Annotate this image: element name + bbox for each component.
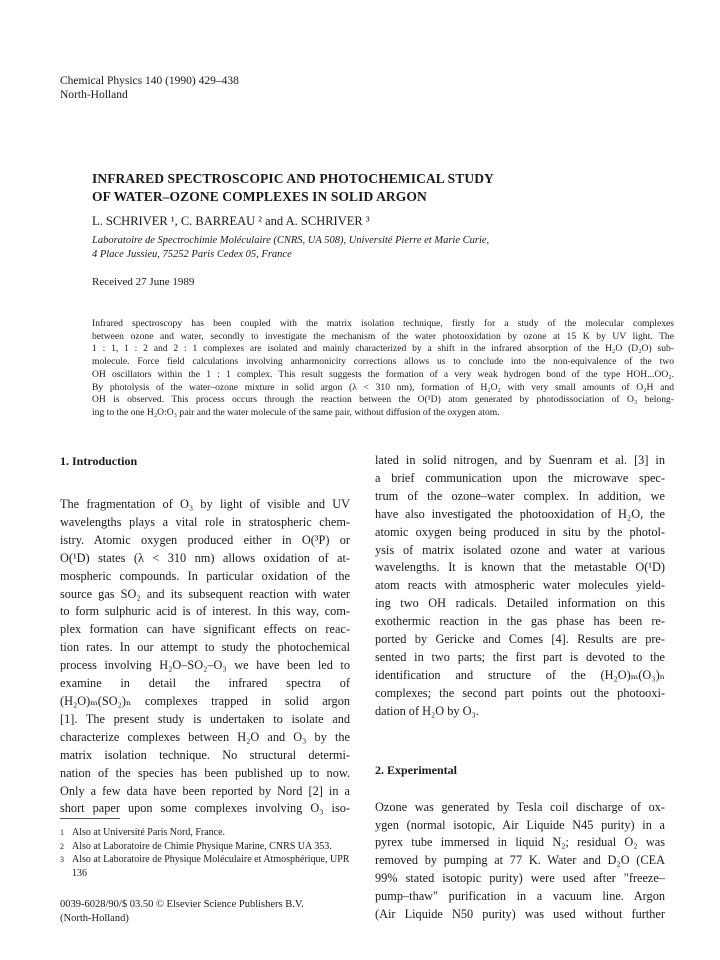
footnote-text: Also at Laboratoire de Chimie Physique Marine, CNRS UA 353. (72, 840, 332, 852)
body-line: ported by Gericke and Comes [4]. Results are pre- (375, 632, 665, 647)
body-line: istry. Atomic oxygen produced either in O(³P) or (60, 532, 350, 547)
author-list: L. SCHRIVER ¹, C. BARREAU ² and A. SCHRIVER ³ (92, 214, 370, 228)
abstract-line: By photolysis of the water–ozone mixture in solid argon (λ < 310 nm), formation of H₂O₂ with very small amounts of O₂H and (92, 381, 674, 393)
journal-citation: Chemical Physics 140 (1990) 429–438 (60, 75, 239, 87)
body-line: wavelengths plays a vital role in stratospheric chem- (60, 514, 350, 529)
body-line: ysis of matrix isolated ozone and water at various (375, 542, 665, 557)
body-line: exothermic reaction in the gas phase has been re- (375, 614, 665, 629)
body-line: atomic oxygen being produced in situ by the photol- (375, 524, 665, 539)
body-line: Ozone was generated by Tesla coil discharge of ox- (375, 799, 665, 814)
body-line: mospheric compounds. In particular oxidation of the (60, 568, 350, 583)
imprint-line: (North-Holland) (60, 913, 129, 924)
body-line: removed by pumping at 77 K. Water and D₂O (CEA (375, 853, 665, 868)
body-line: short paper upon some complexes involving O₃ iso- (60, 801, 350, 816)
publisher-imprint (60, 898, 304, 926)
affiliation-line: Laboratoire de Spectrochimie Moléculaire (CNRS, UA 508), Université Pierre et Marie Curie, (92, 235, 490, 246)
affiliation-line: 4 Place Jussieu, 75252 Paris Cedex 05, France (92, 249, 292, 260)
right-column (375, 452, 665, 924)
body-line: Only a few data have been reported by Nord [2] in a (60, 783, 350, 798)
body-line: examine in detail the infrared spectra of (60, 676, 350, 691)
journal-publisher: North-Holland (60, 89, 128, 101)
body-line: ing two OH radicals. Detailed information on this (375, 596, 665, 611)
abstract (92, 318, 674, 420)
footnote-mark: 2 (60, 841, 64, 851)
body-line: matrix isolation technique. No structural determi- (60, 747, 350, 762)
body-line: (Air Liquide N50 purity) was used without further (375, 907, 665, 922)
abstract-line: molecule. Force field calculations involving anharmonicity corrections allows us to conclude into the non-equivalence of the two (92, 356, 674, 368)
body-line: have also investigated the photooxidation of H₂O, the (375, 506, 665, 521)
section-heading-experimental: 2. Experimental (375, 762, 457, 777)
body-line: pump–thaw" purification in a vacuum line. Argon (375, 889, 665, 904)
body-line: nation of the species has been published up to now. (60, 765, 350, 780)
section-heading-introduction: 1. Introduction (60, 454, 138, 468)
abstract-line: 1 : 1, 1 : 2 and 2 : 1 complexes are isolated and mainly characterized by a shift in the infrared absorption of the H₂O (D₂O) sub- (92, 343, 674, 355)
body-line: sented in two parts; the first part is devoted to the (375, 649, 665, 664)
imprint-line: 0039-6028/90/$ 03.50 © Elsevier Science Publishers B.V. (60, 899, 304, 910)
footnote-item (60, 826, 350, 840)
affiliation (92, 234, 672, 262)
body-line: atom reacts with atmospheric water molecules yield- (375, 578, 665, 593)
footnote-item (60, 840, 350, 854)
footnotes (60, 826, 350, 880)
article-title (92, 170, 494, 206)
abstract-line: OH is observed. This process occurs through the reaction between the O(¹D) atom generated by photodissociation of O₃ belong- (92, 394, 674, 406)
received-date: Received 27 June 1989 (92, 276, 195, 288)
body-line: a brief communication upon the microwave spec- (375, 470, 665, 485)
body-line: tion rates. In our attempt to study the photochemical (60, 640, 350, 655)
body-line: process involving H₂O–SO₂–O₃ we have been led to (60, 658, 350, 673)
title-line: OF WATER–OZONE COMPLEXES IN SOLID ARGON (92, 189, 427, 204)
body-line: dation of H₂O by O₃. (375, 703, 479, 718)
journal-header (60, 74, 239, 102)
footnote-divider (60, 818, 120, 819)
footnote-mark: 1 (60, 828, 64, 837)
body-line: (H₂O)ₘ(SO₂)ₙ complexes trapped in solid argon (60, 693, 350, 708)
body-line: [1]. The present study is undertaken to isolate and (60, 711, 350, 726)
body-line: characterize complexes between H₂O and O₃ by the (60, 729, 350, 744)
body-line: wavelengths. It is known that the metastable O(¹D) (375, 560, 665, 575)
body-line: to form sulphuric acid is of interest. In this way, com- (60, 604, 350, 619)
body-line: source gas SO₂ and its subsequent reaction with water (60, 586, 350, 601)
body-line: plex formation can have significant effects on reac- (60, 622, 350, 637)
footnote-mark: 3 (60, 855, 64, 864)
left-column (60, 452, 350, 818)
abstract-line: ing to the one H₂O:O₃ pair and the water molecule of the same pair, without diffusion of the oxygen atom. (92, 406, 500, 418)
abstract-line: Infrared spectroscopy has been coupled with the matrix isolation technique, firstly for a study of the molecular complexes (92, 318, 674, 329)
body-line: 99% stated isotopic purity) were used after "freeze– (375, 871, 665, 886)
footnote-text: Also at Université Paris Nord, France. (72, 827, 226, 838)
body-line: complexes; the second part points out the photooxi- (375, 685, 665, 700)
body-line: The fragmentation of O₃ by light of visible and UV (60, 497, 350, 511)
abstract-line: between ozone and water, secondly to investigate the mechanism of the water photooxidation by ozone at 15 K by UV light. The (92, 330, 674, 342)
footnote-item (60, 853, 350, 880)
footnote-text: Also at Laboratoire de Physique Moléculaire et Atmosphérique, UPR 136 (72, 854, 350, 879)
body-line: lated in solid nitrogen, and by Suenram et al. [3] in (375, 453, 665, 467)
body-line: O(¹D) states (λ < 310 nm) allows oxidation of at- (60, 550, 350, 565)
body-line: pyrex tube immersed in liquid N₂; residual O₂ was (375, 835, 665, 850)
title-line: INFRARED SPECTROSCOPIC AND PHOTOCHEMICAL STUDY (92, 171, 494, 186)
body-line: trum of the ozone–water complex. In addition, we (375, 488, 665, 503)
body-line: ygen (normal isotopic, Air Liquide N45 purity) in a (375, 817, 665, 832)
abstract-line: OH oscillators within the 1 : 1 complex. This result suggests the formation of a very weak hydrogen bond of the type HOH...OO₂. (92, 368, 674, 380)
body-line: identification and structure of the (H₂O)ₘ(O₃)ₙ (375, 667, 665, 682)
